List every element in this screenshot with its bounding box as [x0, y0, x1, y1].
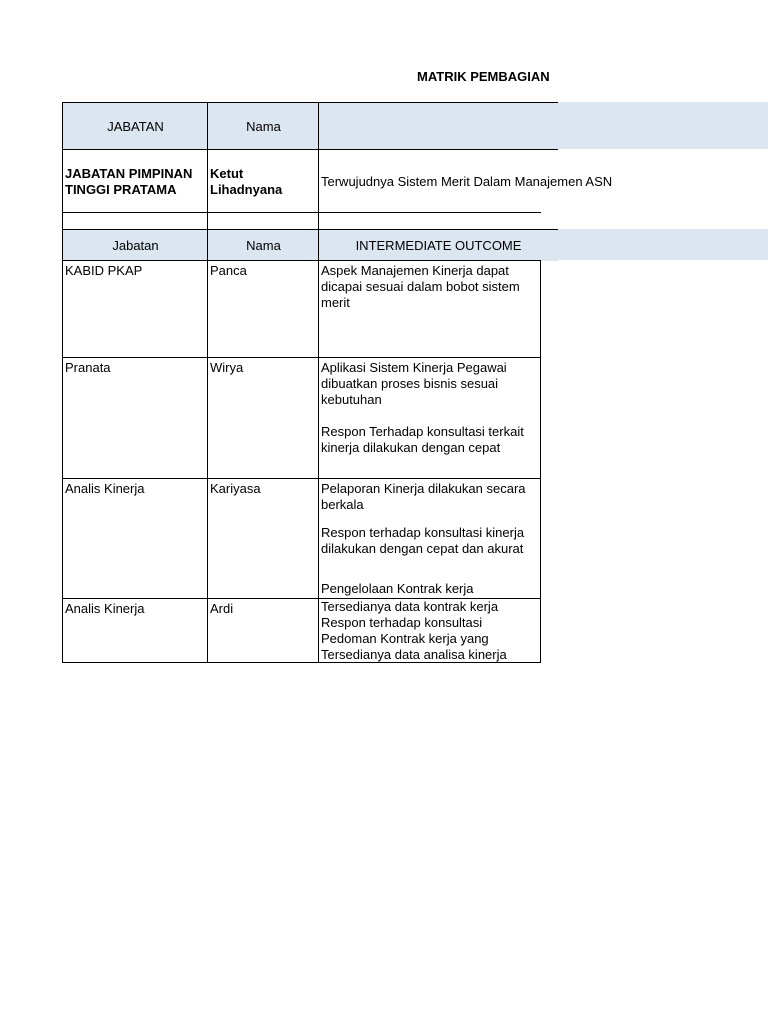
table-row-1-nama [207, 260, 319, 358]
table-row-2-nama [207, 357, 319, 479]
table-row-4-nama [207, 598, 319, 663]
table-row-1-outcome [318, 260, 541, 358]
row-3-jabatan-text: Analis Kinerja [65, 481, 145, 496]
row-3-outcome-3: Pengelolaan Kontrak kerja [321, 581, 474, 596]
top-row-nama-text: Ketut Lihadnyana [210, 165, 283, 197]
header-nama-label: Nama [246, 118, 281, 134]
top-row-nama [207, 149, 319, 213]
row-1-nama-text: Panca [210, 263, 247, 278]
top-row-outcome-text: Terwujudnya Sistem Merit Dalam Manajemen ASN [321, 173, 613, 189]
header-nama [207, 102, 319, 150]
row-1-outcome-1: Aspek Manajemen Kinerja dapat dicapai sesuai dalam bobot sistem merit [321, 263, 520, 310]
table-row-3-outcome [318, 478, 541, 599]
table-row-1-jabatan [62, 260, 208, 358]
row-4-outcome-3: Pedoman Kontrak kerja yang [321, 631, 489, 646]
top-row-outcome [318, 149, 613, 213]
top-table-left-border [62, 212, 63, 229]
row-3-outcome-1: Pelaporan Kinerja dilakukan secara berkala [321, 481, 526, 512]
table-row-3-nama [207, 478, 319, 599]
top-table-divider-2 [318, 212, 319, 229]
top-table-bottom-border [62, 212, 541, 213]
header-jabatan-label: JABATAN [107, 118, 164, 134]
header-jabatan-main-label: Jabatan [112, 237, 159, 253]
row-4-outcome-2: Respon terhadap konsultasi [321, 615, 483, 630]
row-4-nama-text: Ardi [210, 601, 234, 616]
row-2-outcome-2: Respon Terhadap konsultasi terkait kinerja dilakukan dengan cepat [321, 424, 524, 455]
row-1-jabatan-text: KABID PKAP [65, 263, 143, 278]
table-row-3-jabatan [62, 478, 208, 599]
row-4-outcome-1: Tersedianya data kontrak kerja [321, 599, 499, 614]
row-3-outcome-2: Respon terhadap konsultasi kinerja dilakukan dengan cepat dan akurat [321, 525, 525, 556]
table-row-4-jabatan [62, 598, 208, 663]
top-row-jabatan-text: JABATAN PIMPINAN TINGGI PRATAMA [65, 165, 193, 197]
table-row-4-outcome [318, 598, 541, 663]
header-nama-main [207, 229, 319, 261]
top-row-jabatan [62, 149, 208, 213]
header-nama-main-label: Nama [246, 237, 281, 253]
page-title: MATRIK PEMBAGIAN [417, 69, 550, 84]
header-intermediate-outcome-label: INTERMEDIATE OUTCOME [355, 237, 522, 253]
table-row-2-outcome [318, 357, 541, 479]
row-4-outcome-4: Tersedianya data analisa kinerja [321, 647, 507, 662]
row-2-spacer [321, 408, 538, 424]
row-3-nama-text: Kariyasa [210, 481, 261, 496]
header-band-main [541, 229, 768, 260]
top-table-divider-1 [207, 212, 208, 229]
row-3-spacer-2 [321, 557, 538, 581]
header-outcome [318, 102, 558, 150]
row-2-nama-text: Wirya [210, 360, 244, 375]
row-2-outcome-1: Aplikasi Sistem Kinerja Pegawai dibuatkan proses bisnis sesuai kebutuhan [321, 360, 507, 407]
header-intermediate-outcome [318, 229, 558, 261]
header-jabatan [62, 102, 208, 150]
row-3-spacer-1 [321, 513, 538, 525]
header-jabatan-main [62, 229, 208, 261]
row-4-jabatan-text: Analis Kinerja [65, 601, 145, 616]
row-2-jabatan-text: Pranata [65, 360, 111, 375]
header-band-top [541, 102, 768, 149]
table-row-2-jabatan [62, 357, 208, 479]
